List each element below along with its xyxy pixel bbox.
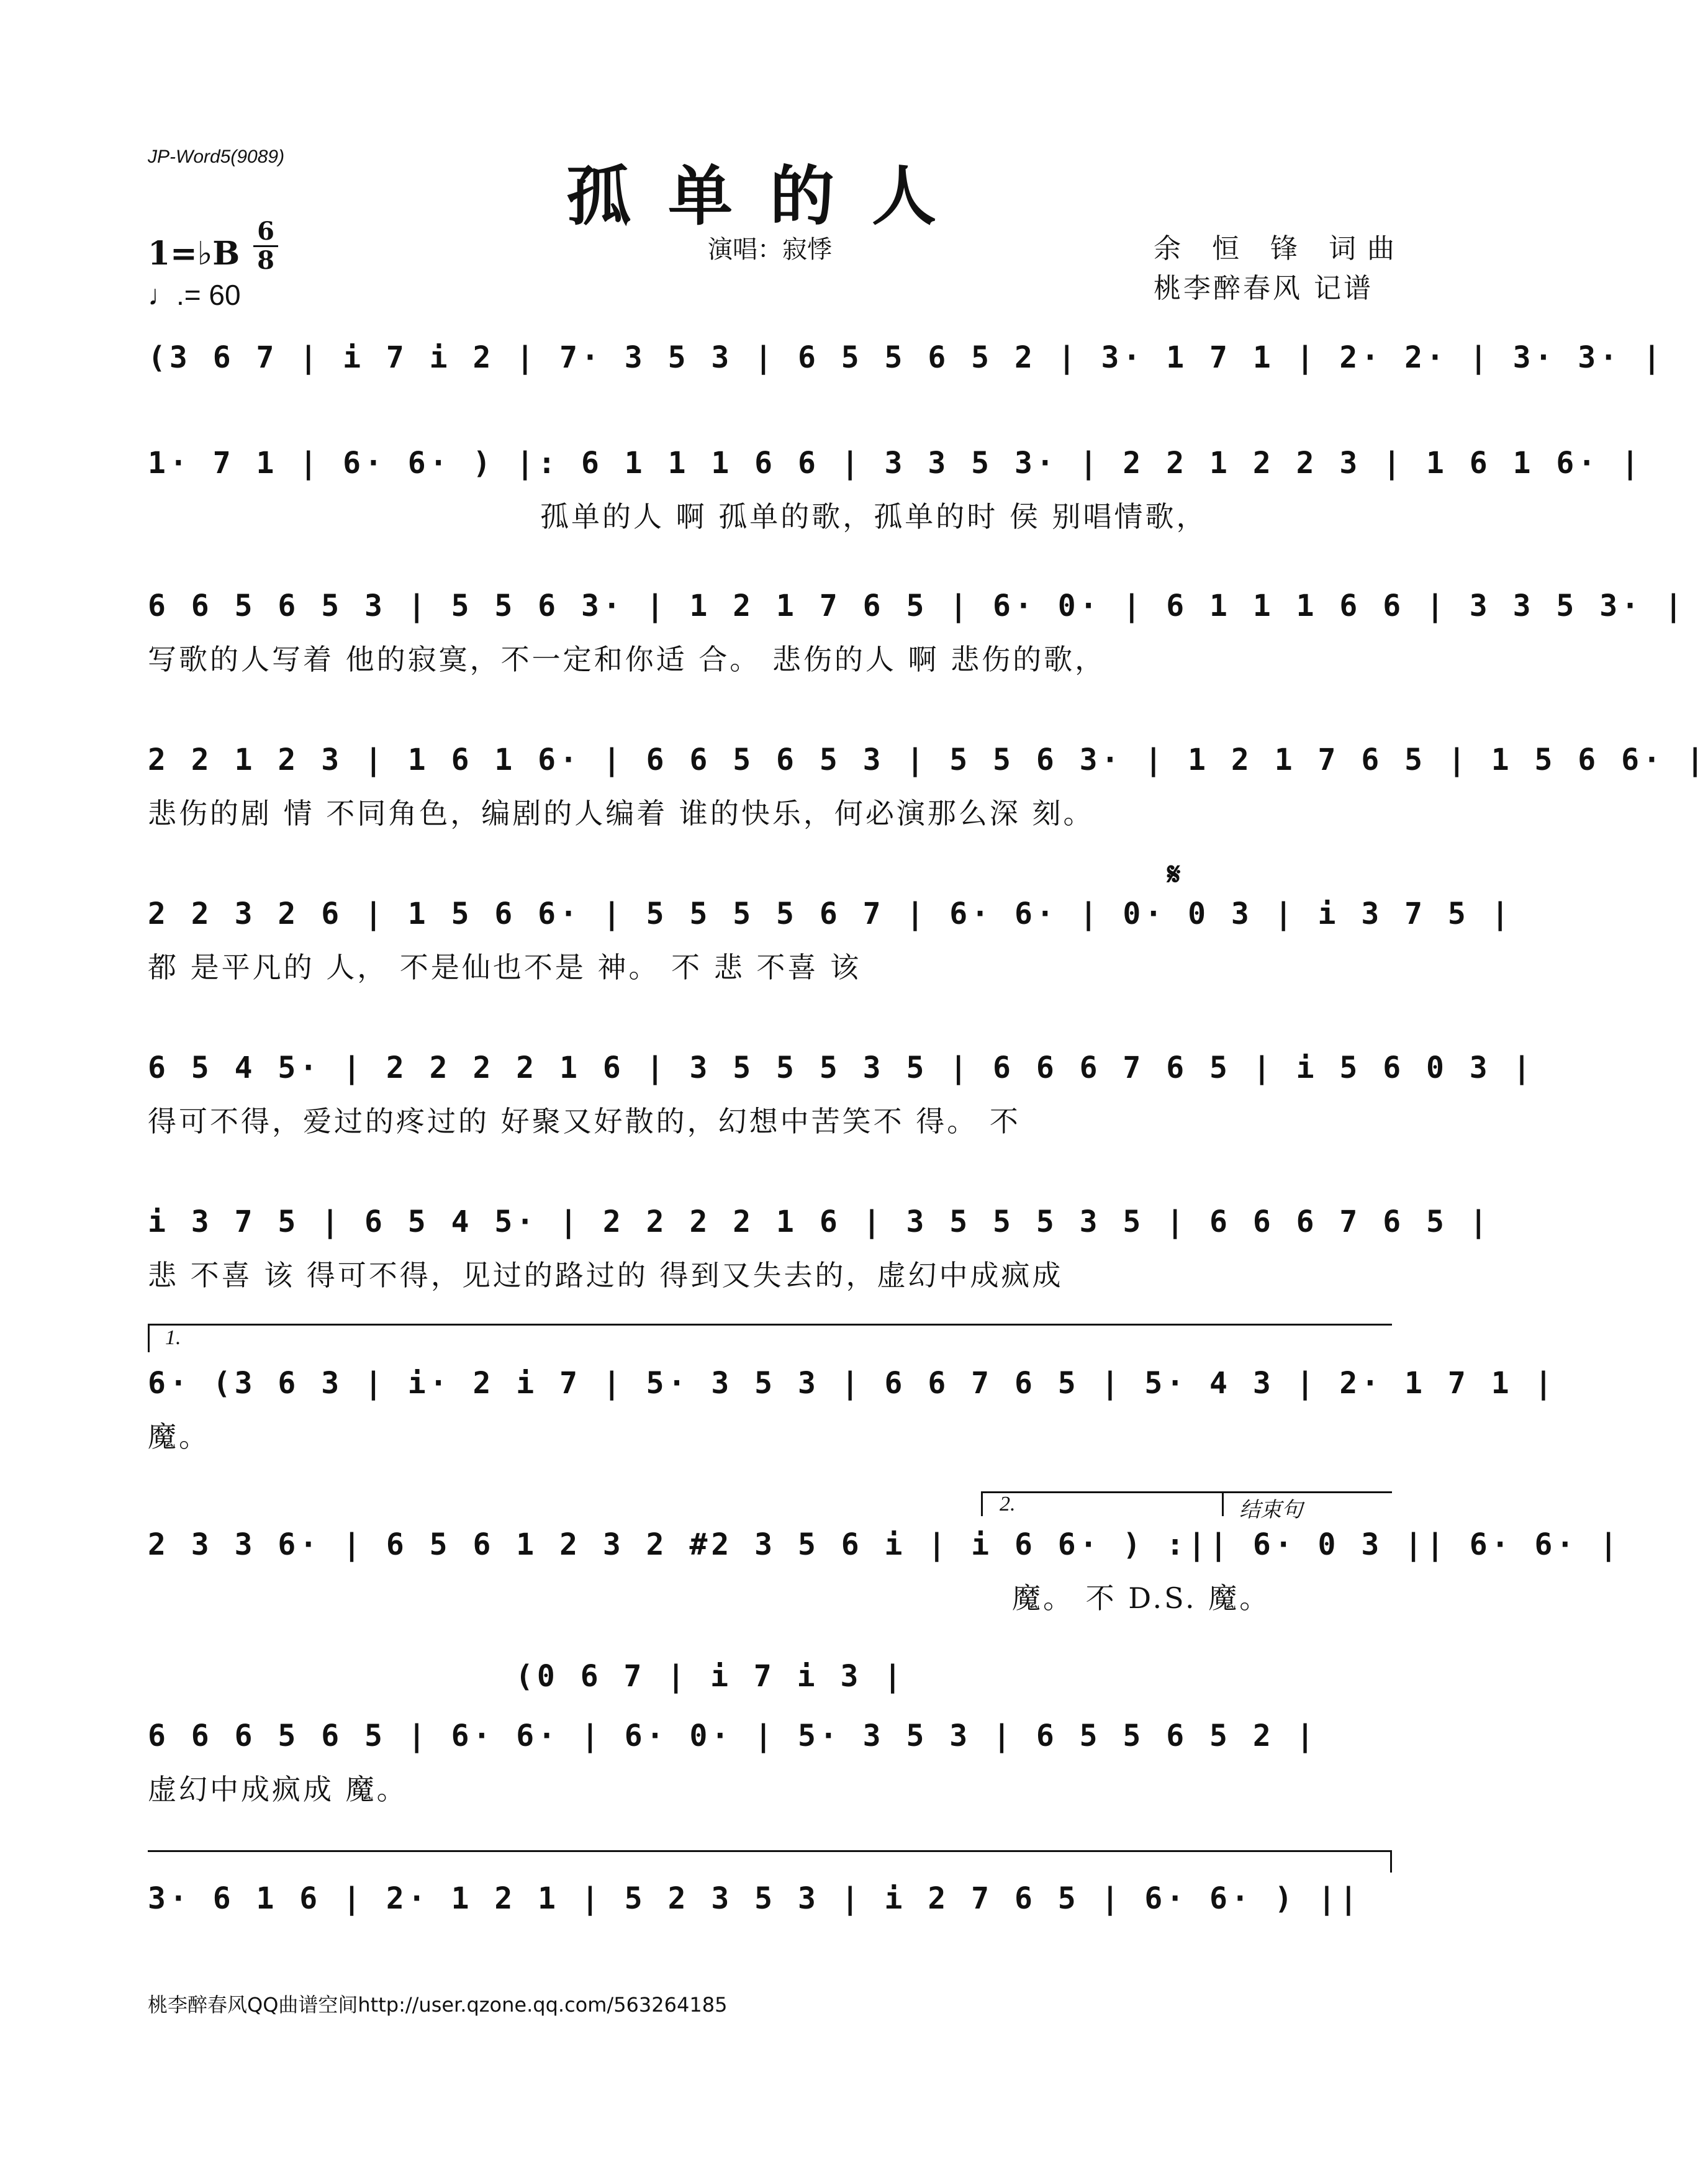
- coda-bracket-left: [1222, 1491, 1224, 1516]
- score-line-2-lyrics: 孤单的人 啊 孤单的歌，孤单的时 侯 别唱情歌，: [540, 500, 1208, 533]
- key-signature: 1=♭B: [148, 235, 240, 273]
- score-line-2-notes: 1· 7 1 | 6· 6· ) |: 6 1 1 1 6 6 | 3 3 5 3· | 2 2 1 2 2 3 | 1 6 1 6· |: [148, 446, 1643, 481]
- segno-sign: 𝄋: [1167, 856, 1181, 892]
- song-title: 孤单的人: [566, 158, 974, 234]
- score-line-5-notes: 2 2 3 2 6 | 1 5 6 6· | 5 5 5 5 6 7 | 6· 6· | 0· 0 3 | i 3 7 5 |: [148, 897, 1513, 931]
- volta-2-label: 2.: [1000, 1493, 1016, 1516]
- singer-credit: 演唱：寂悸: [708, 235, 832, 264]
- time-signature: [253, 219, 278, 274]
- composer-credit: 余 恒 锋 词曲: [1154, 233, 1406, 264]
- volta-2-bracket-left: [981, 1491, 983, 1516]
- score-line-11-notes: 3· 6 1 6 | 2· 1 2 1 | 5 2 3 5 3 | i 2 7 6 5 | 6· 6· ) ||: [148, 1881, 1362, 1916]
- meter-top: 6: [257, 217, 274, 246]
- volta-2-bracket: [981, 1491, 1222, 1493]
- score-line-9-lyrics: 魔。 不 D.S. 魔。: [1012, 1581, 1271, 1615]
- score-line-6-notes: 6 5 4 5· | 2 2 2 2 1 6 | 3 5 5 5 3 5 | 6 6 6 7 6 5 | i 5 6 0 3 |: [148, 1051, 1535, 1085]
- score-line-5-lyrics: 都 是平凡的 人， 不是仙也不是 神。 不 悲 不喜 该: [148, 951, 861, 984]
- score-line-10-notes: 6 6 6 5 6 5 | 6· 6· | 6· 0· | 5· 3 5 3 | 6 5 5 6 5 2 |: [148, 1719, 1318, 1753]
- score-line-8-lyrics: 魔。: [148, 1420, 210, 1453]
- interlude-notes: (0 6 7 | i 7 i 3 |: [515, 1659, 906, 1694]
- score-line-4-notes: 2 2 1 2 3 | 1 6 1 6· | 6 6 5 6 5 3 | 5 5 6 3· | 1 2 1 7 6 5 | 1 5 6 6· |: [148, 743, 1708, 777]
- volta-1-bracket-left: [148, 1324, 150, 1352]
- volta-1-bracket: [148, 1324, 1392, 1326]
- score-line-8-notes: 6· (3 6 3 | i· 2 i 7 | 5· 3 5 3 | 6 6 7 6 5 | 5· 4 3 | 2· 1 7 1 |: [148, 1366, 1557, 1401]
- footer-credit: 桃李醉春风QQ曲谱空间http://user.qzone.qq.com/563264185: [148, 1993, 728, 2017]
- score-line-6-lyrics: 得可不得，爱过的疼过的 好聚又好散的，幻想中苦笑不 得。 不: [148, 1105, 1021, 1138]
- score-line-9-notes: 2 3 3 6· | 6 5 6 1 2 3 2 #2 3 5 6 i | i 6 6· ) :|| 6· 0 3 || 6· 6· |: [148, 1527, 1622, 1562]
- score-line-4-lyrics: 悲伤的剧 情 不同角色，编剧的人编着 谁的快乐，何必演那么深 刻。: [148, 797, 1095, 830]
- meter-bottom: 8: [257, 246, 274, 275]
- transcriber-credit: 桃李醉春风 记谱: [1154, 273, 1373, 304]
- score-line-7-lyrics: 悲 不喜 该 得可不得，见过的路过的 得到又失去的，虚幻中成疯成: [148, 1258, 1064, 1292]
- score-line-7-notes: i 3 7 5 | 6 5 4 5· | 2 2 2 2 1 6 | 3 5 5 5 3 5 | 6 6 6 7 6 5 |: [148, 1204, 1491, 1239]
- coda-label: 结束句: [1239, 1499, 1303, 1522]
- tempo-marking: ♩.= 60: [148, 279, 241, 311]
- score-line-1-notes: (3 6 7 | i 7 i 2 | 7· 3 5 3 | 6 5 5 6 5 2 | 3· 1 7 1 | 2· 2· | 3· 3· |: [148, 340, 1665, 375]
- score-line-10-lyrics: 虚幻中成疯成 魔。: [148, 1773, 408, 1806]
- final-bracket: [148, 1850, 1392, 1852]
- software-version: JP-Word5(9089): [148, 147, 285, 167]
- volta-1-label: 1.: [165, 1326, 181, 1349]
- score-line-3-lyrics: 写歌的人写着 他的寂寞，不一定和你适 合。 悲伤的人 啊 悲伤的歌，: [148, 643, 1106, 676]
- score-line-3-notes: 6 6 5 6 5 3 | 5 5 6 3· | 1 2 1 7 6 5 | 6· 0· | 6 1 1 1 6 6 | 3 3 5 3· |: [148, 589, 1686, 623]
- final-bracket-right: [1390, 1850, 1392, 1873]
